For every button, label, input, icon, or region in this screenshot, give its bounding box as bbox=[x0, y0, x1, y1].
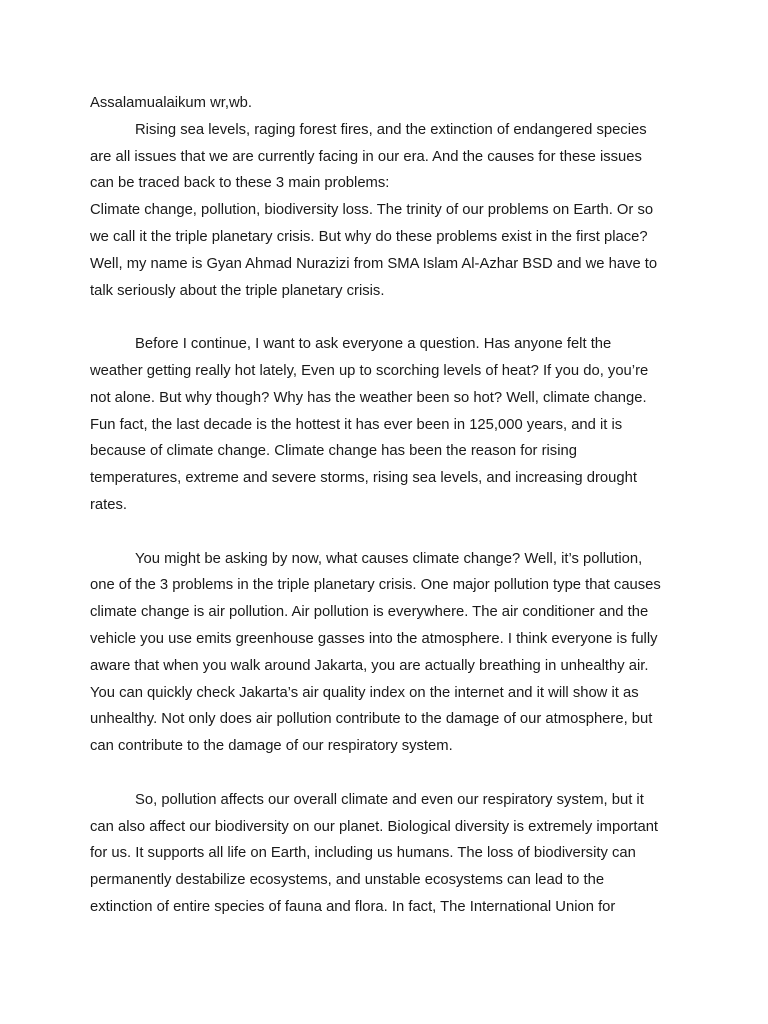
text-line: extinction of entire species of fauna and flora. In fact, The International Union for bbox=[90, 898, 616, 915]
text-line: talk seriously about the triple planetary crisis. bbox=[90, 282, 385, 299]
text-line: Fun fact, the last decade is the hottest it has ever been in 125,000 years, and it is bbox=[90, 416, 623, 433]
text-line: permanently destabilize ecosystems, and unstable ecosystems can lead to the bbox=[90, 872, 605, 889]
text-line: Climate change, pollution, biodiversity loss. The trinity of our problems on Earth. Or so bbox=[90, 202, 654, 219]
paragraph-spacer bbox=[90, 304, 676, 331]
text-line: weather getting really hot lately, Even up to scorching levels of heat? If you do, you’re bbox=[90, 362, 649, 379]
paragraph-triple-crisis bbox=[90, 197, 676, 304]
text-line: So, pollution affects our overall climate and even our respiratory system, but it bbox=[135, 791, 644, 808]
text-line: Before I continue, I want to ask everyone a question. Has anyone felt the bbox=[135, 336, 612, 353]
paragraph-climate-change bbox=[90, 331, 676, 519]
text-line: not alone. But why though? Why has the weather been so hot? Well, climate change. bbox=[90, 389, 647, 406]
text-line: we call it the triple planetary crisis. But why do these problems exist in the first place? bbox=[90, 228, 648, 245]
text-line: aware that when you walk around Jakarta, you are actually breathing in unhealthy air. bbox=[90, 657, 649, 674]
text-line: can also affect our biodiversity on our planet. Biological diversity is extremely important bbox=[90, 818, 659, 835]
text-line: You might be asking by now, what causes climate change? Well, it’s pollution, bbox=[135, 550, 643, 567]
text-line: unhealthy. Not only does air pollution contribute to the damage of our atmosphere, but bbox=[90, 711, 653, 728]
paragraph-pollution bbox=[90, 546, 676, 760]
paragraph-biodiversity bbox=[90, 787, 676, 921]
paragraph-spacer bbox=[90, 760, 676, 787]
text-line: can contribute to the damage of our respiratory system. bbox=[90, 738, 453, 755]
text-line: climate change is air pollution. Air pollution is everywhere. The air conditioner and the bbox=[90, 604, 649, 621]
text-line: can be traced back to these 3 main problems: bbox=[90, 175, 390, 192]
document-page bbox=[90, 90, 676, 921]
text-line: one of the 3 problems in the triple planetary crisis. One major pollution type that causes bbox=[90, 577, 661, 594]
greeting: Assalamualaikum wr,wb. bbox=[90, 95, 252, 111]
text-line: vehicle you use emits greenhouse gasses into the atmosphere. I think everyone is fully bbox=[90, 630, 658, 647]
paragraph-spacer bbox=[90, 519, 676, 546]
text-line: rates. bbox=[90, 496, 128, 513]
text-line: Well, my name is Gyan Ahmad Nurazizi from SMA Islam Al-Azhar BSD and we have to bbox=[90, 255, 658, 272]
paragraph-intro bbox=[90, 117, 676, 197]
text-line: are all issues that we are currently facing in our era. And the causes for these issues bbox=[90, 148, 642, 165]
text-line: Rising sea levels, raging forest fires, and the extinction of endangered species bbox=[135, 121, 647, 138]
text-line: for us. It supports all life on Earth, including us humans. The loss of biodiversity can bbox=[90, 845, 636, 862]
text-line: You can quickly check Jakarta’s air quality index on the internet and it will show it as bbox=[90, 684, 639, 701]
text-line: temperatures, extreme and severe storms, rising sea levels, and increasing drought bbox=[90, 470, 637, 487]
text-line: because of climate change. Climate change has been the reason for rising bbox=[90, 443, 577, 460]
